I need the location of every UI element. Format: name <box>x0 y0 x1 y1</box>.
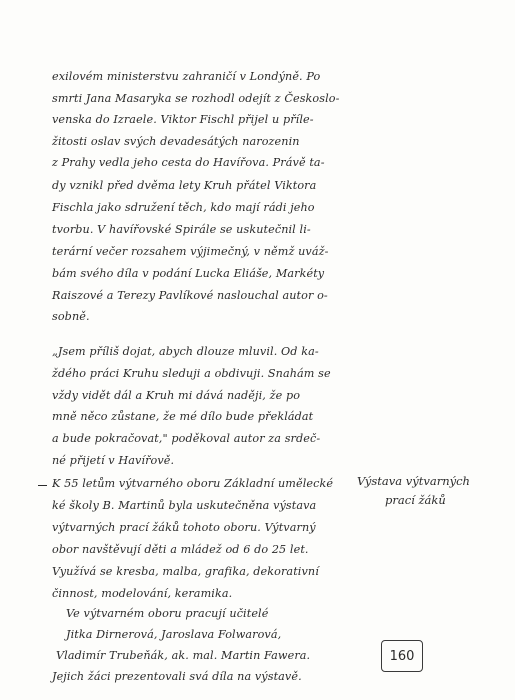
text-line: výtvarných prací žáků tohoto oboru. Výtvarný <box>52 521 316 534</box>
text-line: Jitka Dirnerová, Jaroslava Folwarová, <box>66 628 282 641</box>
text-line: dy vznikl před dvěma lety Kruh přátel Viktora <box>52 179 317 192</box>
text-line: K 55 letům výtvarného oboru Základní umělecké <box>52 477 334 490</box>
text-line: né přijetí v Havířově. <box>52 454 175 467</box>
text-line: ždého práci Kruhu sleduji a obdivuji. Snahám se <box>52 367 331 380</box>
text-line: smrti Jana Masaryka se rozhodl odejít z Českoslo- <box>52 92 340 105</box>
margin-note-line: prací žáků <box>385 493 446 507</box>
text-line: obor navštěvují děti a mládež od 6 do 25 let. <box>52 543 309 556</box>
text-line: „Jsem příliš dojat, abych dlouze mluvil. Od ka- <box>52 345 319 358</box>
text-line: činnost, modelování, keramika. <box>52 587 233 600</box>
text-line: Raiszové a Terezy Pavlíkové naslouchal autor o- <box>52 289 328 302</box>
text-line: žitosti oslav svých devadesátých narozenin <box>52 135 300 148</box>
text-line: venska do Izraele. Viktor Fischl přijel u příle- <box>52 113 314 126</box>
text-line: Jejich žáci prezentovali svá díla na výstavě. <box>52 670 302 683</box>
text-line: a bude pokračovat," poděkoval autor za srdeč- <box>52 432 321 445</box>
paragraph-dash <box>38 485 47 486</box>
page-number: 160 <box>381 640 423 672</box>
text-line: ké školy B. Martinů byla uskutečněna výstava <box>52 499 317 512</box>
text-line: sobně. <box>52 310 90 323</box>
margin-note-line: Výstava výtvarných <box>357 474 470 488</box>
text-line: terární večer rozsahem výjimečný, v němž uváž- <box>52 245 329 258</box>
text-line: bám svého díla v podání Lucka Eliáše, Markéty <box>52 267 325 280</box>
text-line: Fischla jako sdružení těch, kdo mají rádi jeho <box>52 201 315 214</box>
text-line: mně něco zůstane, že mé dílo bude překládat <box>52 410 314 423</box>
text-line: exilovém ministerstvu zahraničí v Londýně. Po <box>52 70 321 83</box>
text-line: z Prahy vedla jeho cesta do Havířova. Právě ta- <box>52 156 325 169</box>
text-line: Ve výtvarném oboru pracují učitelé <box>66 607 269 620</box>
text-line: Vladimír Trubeňák, ak. mal. Martin Fawera. <box>56 649 311 662</box>
text-line: tvorbu. V havířovské Spirále se uskutečnil li- <box>52 223 311 236</box>
text-line: Využívá se kresba, malba, grafika, dekorativní <box>52 565 319 578</box>
text-line: vždy vidět dál a Kruh mi dává naději, že po <box>52 389 301 402</box>
